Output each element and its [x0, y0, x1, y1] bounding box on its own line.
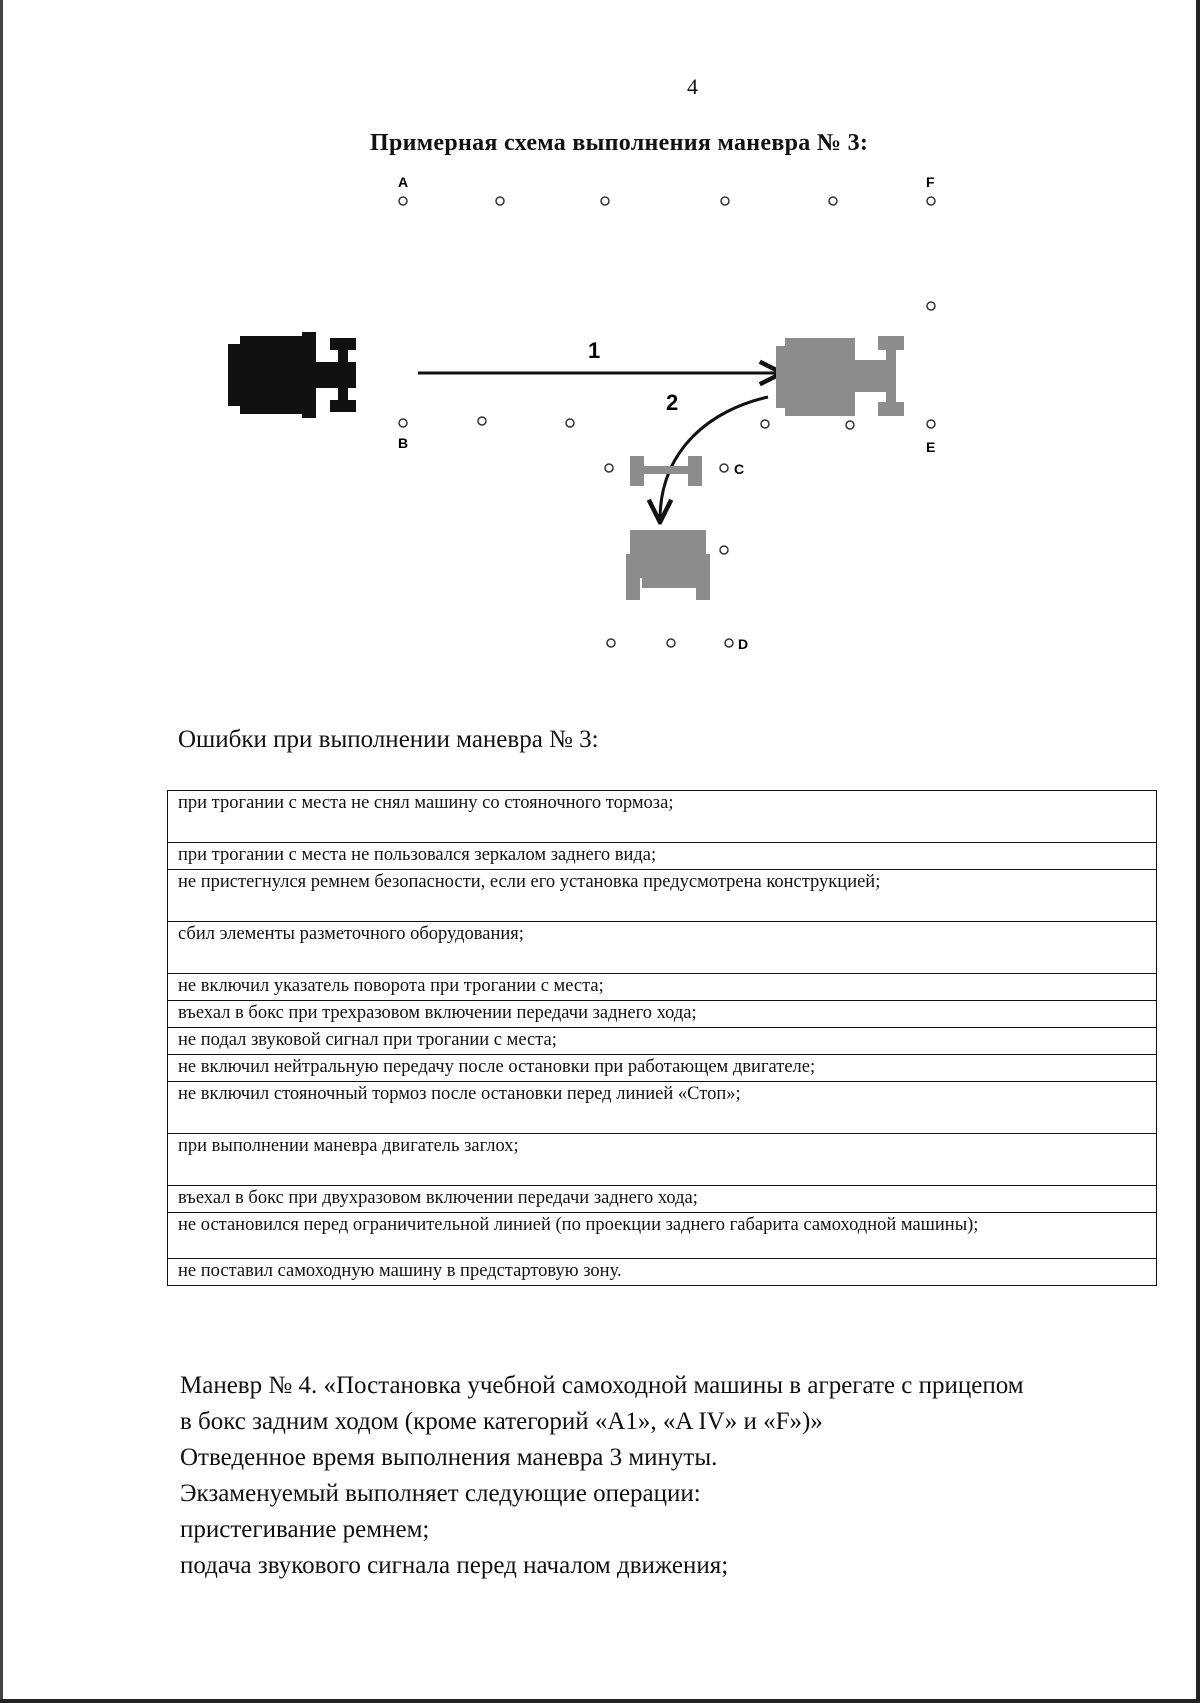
- table-row: [168, 1055, 1157, 1082]
- table-row: [168, 1028, 1157, 1055]
- error-item: въехал в бокс при трехразовом включении передачи заднего хода;: [168, 1001, 1157, 1028]
- table-row: [168, 870, 1157, 922]
- errors-heading: Ошибки при выполнении маневра № 3:: [178, 726, 599, 753]
- maneuver-4-section: [180, 1368, 1140, 1584]
- path-label-1: 1: [588, 338, 601, 363]
- maneuver-4-title-line2: в бокс задним ходом (кроме категорий «A1», «A IV» и «F»)»: [180, 1408, 823, 1435]
- point-label-e: E: [926, 439, 936, 455]
- error-item: при трогании с места не пользовался зеркалом заднего вида;: [168, 843, 1157, 870]
- path-label-2: 2: [666, 390, 679, 415]
- table-row: [168, 1082, 1157, 1134]
- error-item: не включил указатель поворота при трогании с места;: [168, 974, 1157, 1001]
- top-cone-row: [399, 197, 935, 205]
- vehicle-ghost-box: [626, 530, 710, 600]
- error-item: не включил нейтральную передачу после остановки при работающем двигателе;: [168, 1055, 1157, 1082]
- errors-table: [167, 790, 1157, 1286]
- error-item: не пристегнулся ремнем безопасности, если его установка предусмотрена конструкцией;: [168, 870, 1157, 922]
- scan-edge-bottom: [0, 1699, 1200, 1703]
- page-number: 4: [687, 74, 698, 99]
- maneuver-diagram: [190, 170, 950, 670]
- table-row: [168, 791, 1157, 843]
- maneuver-4-operation: подача звукового сигнала перед началом движения;: [180, 1552, 729, 1579]
- table-row: [168, 1186, 1157, 1213]
- right-cone-column: [927, 302, 935, 428]
- table-row: [168, 922, 1157, 974]
- point-label-a: A: [398, 174, 409, 190]
- error-item: въехал в бокс при двухразовом включении передачи заднего хода;: [168, 1186, 1157, 1213]
- error-item: не включил стояночный тормоз после остановки перед линией «Стоп»;: [168, 1082, 1157, 1134]
- vehicle-ghost-end: [776, 336, 904, 416]
- scan-edge-left: [0, 0, 3, 1703]
- point-label-d: D: [738, 636, 749, 652]
- lower-cone-row: [399, 417, 854, 429]
- maneuver-4-title-line1: Маневр № 4. «Постановка учебной самоходной машины в агрегате с прицепом: [180, 1372, 1024, 1399]
- point-label-c: C: [734, 461, 745, 477]
- error-item: при выполнении маневра двигатель заглох;: [168, 1134, 1157, 1186]
- maneuver-4-time-limit: Отведенное время выполнения маневра 3 минуты.: [180, 1444, 718, 1471]
- error-item: не остановился перед ограничительной линией (по проекции заднего габарита самоходной машины);: [168, 1213, 1157, 1259]
- maneuver-4-operation: пристегивание ремнем;: [180, 1516, 430, 1543]
- table-row: [168, 843, 1157, 870]
- table-row: [168, 1134, 1157, 1186]
- point-label-b: B: [398, 435, 409, 451]
- table-row: [168, 1213, 1157, 1259]
- path-2-arrow: [660, 397, 768, 520]
- table-row: [168, 974, 1157, 1001]
- error-item: не поставил самоходную машину в предстартовую зону.: [168, 1259, 1157, 1286]
- error-item: не подал звуковой сигнал при трогании с места;: [168, 1028, 1157, 1055]
- maneuver-4-operations-intro: Экзаменуемый выполняет следующие операции:: [180, 1480, 701, 1507]
- table-row: [168, 1259, 1157, 1286]
- error-item: сбил элементы разметочного оборудования;: [168, 922, 1157, 974]
- vehicle-start: [228, 332, 356, 418]
- scan-edge-right: [1196, 0, 1200, 1703]
- error-item: при трогании с места не снял машину со стояночного тормоза;: [168, 791, 1157, 843]
- scheme-title: Примерная схема выполнения маневра № 3:: [370, 130, 869, 156]
- point-label-f: F: [926, 174, 935, 190]
- table-row: [168, 1001, 1157, 1028]
